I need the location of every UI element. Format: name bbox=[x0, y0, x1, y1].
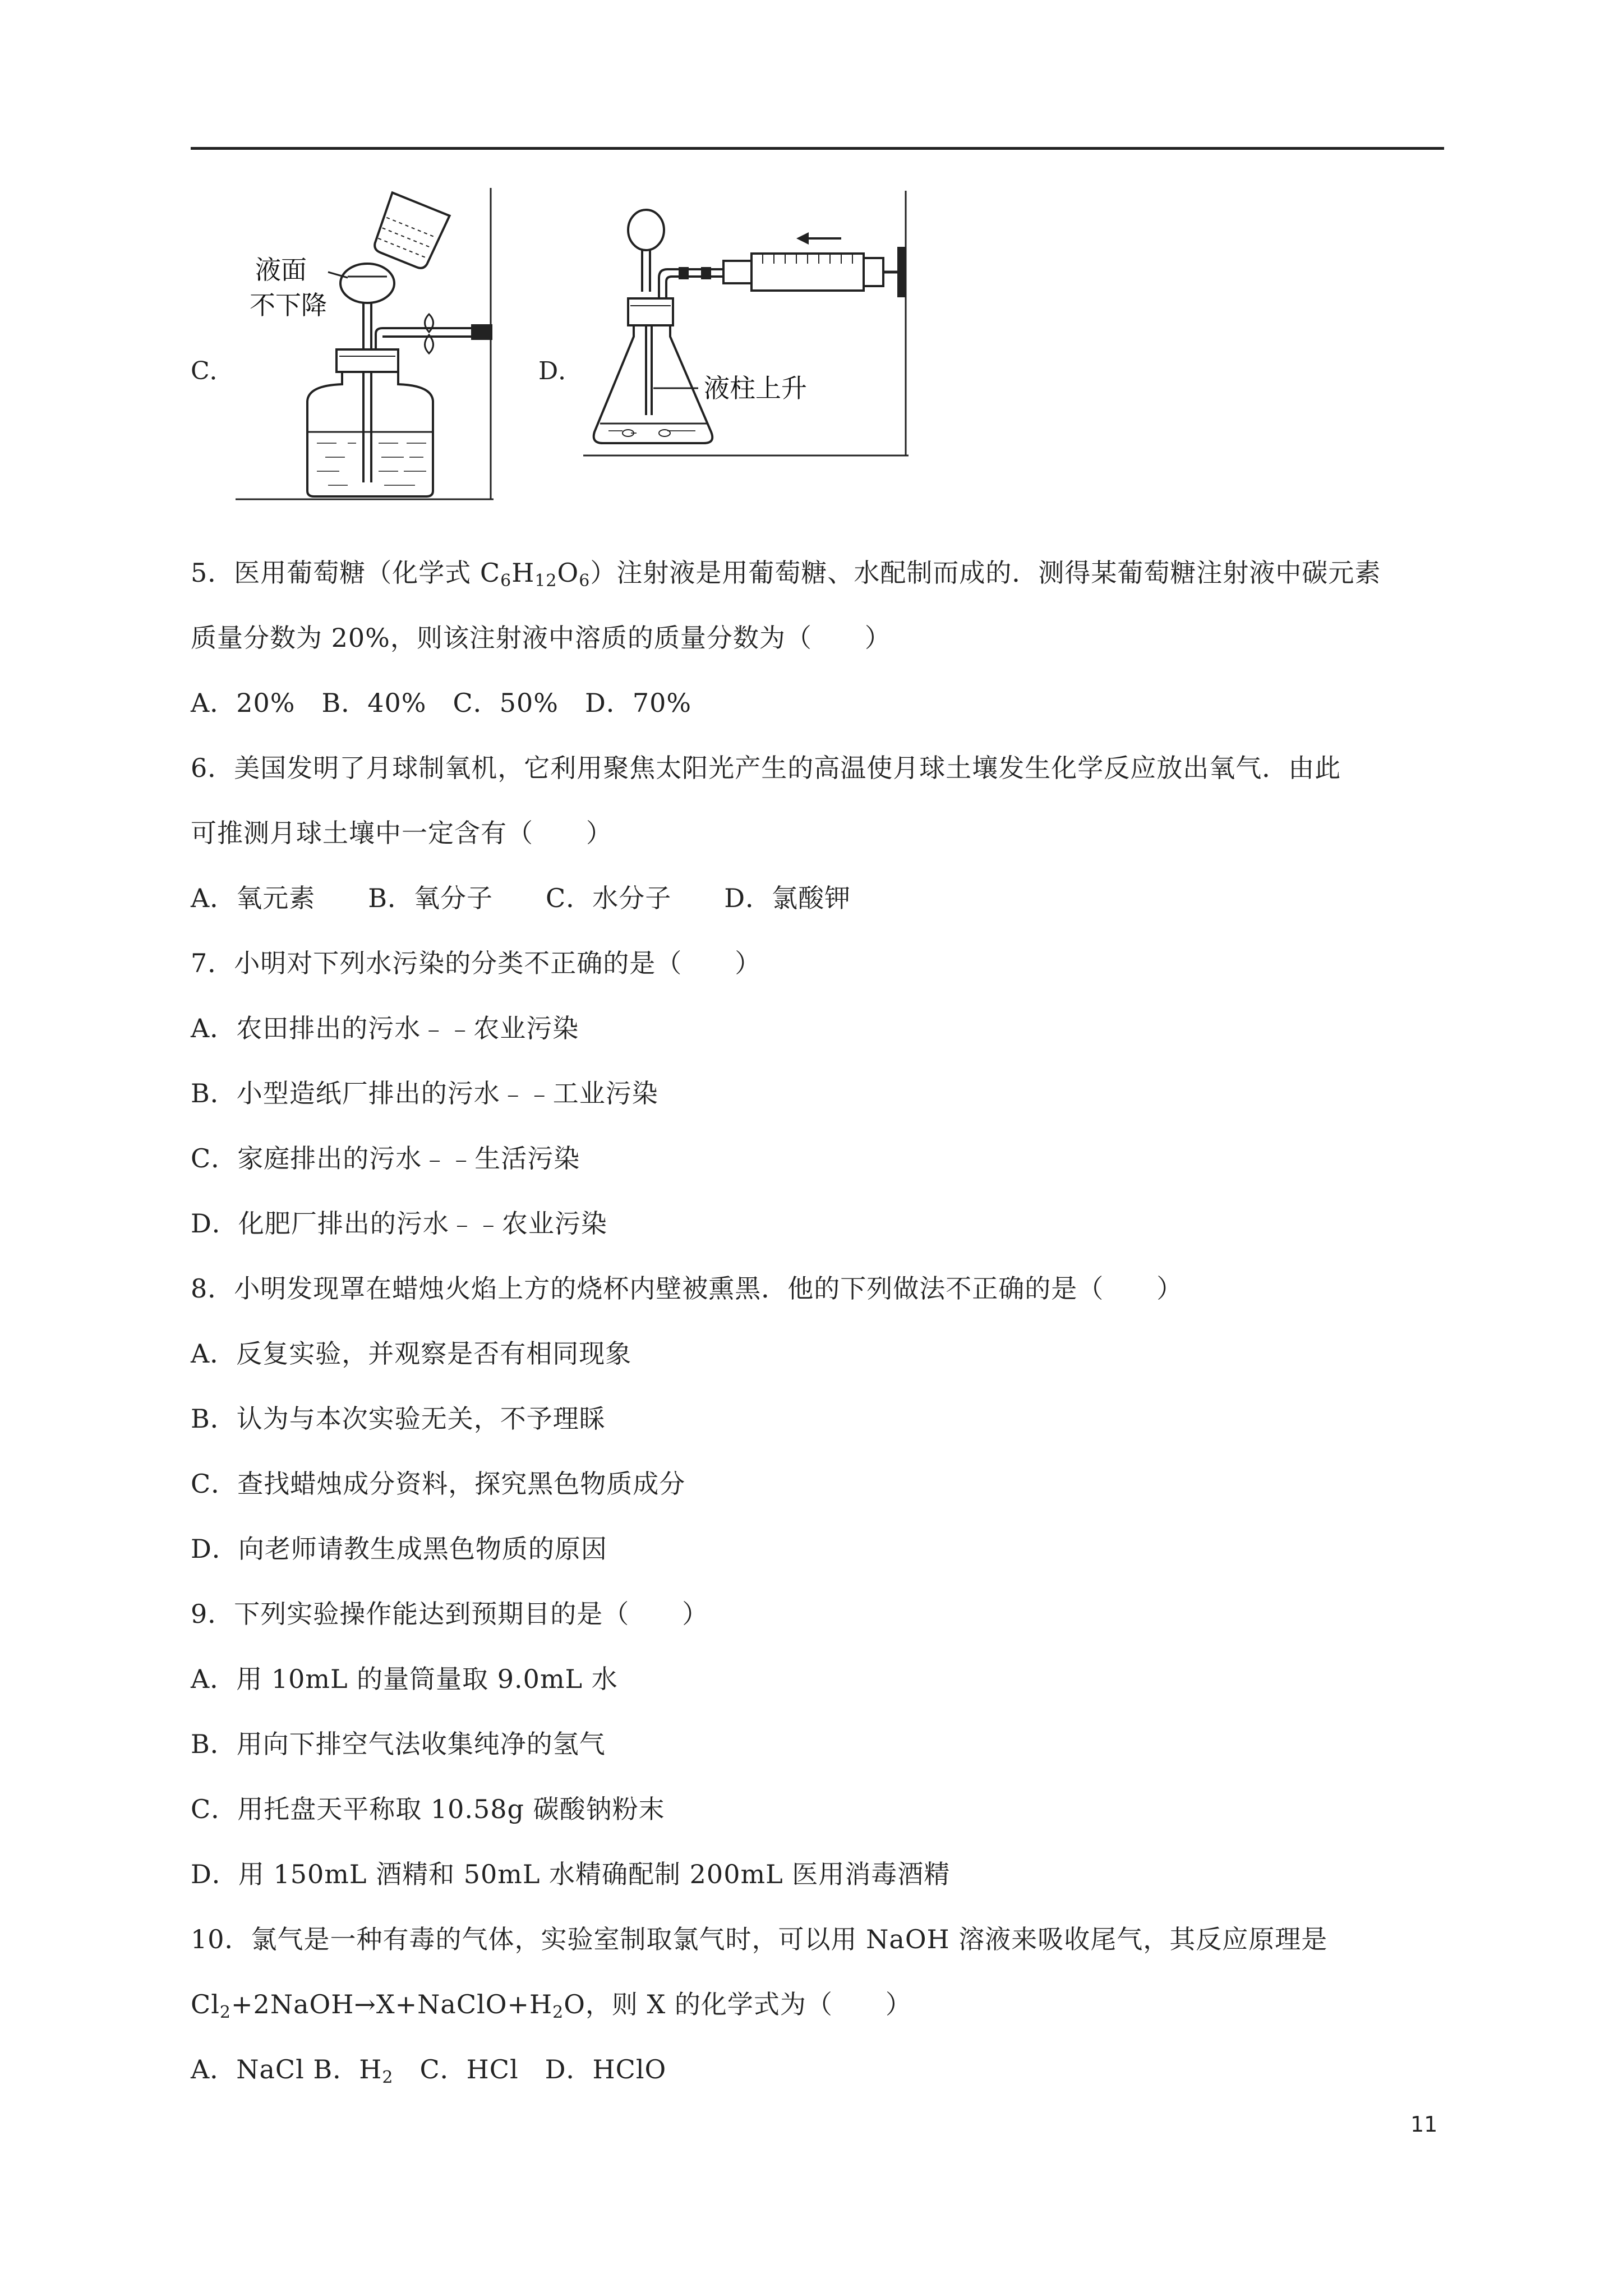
q7-stem: 7．小明对下列水污染的分类不正确的是（ ） bbox=[191, 948, 762, 978]
figure-c-annotation-2: 不下降 bbox=[250, 290, 327, 320]
q8-option-c: C．查找蜡烛成分资料，探究黑色物质成分 bbox=[191, 1469, 686, 1499]
q6-options: A．氧元素 B．氧分子 C．水分子 D．氯酸钾 bbox=[191, 883, 851, 913]
figure-c-annotation-1: 液面 bbox=[255, 255, 307, 285]
q8-option-d: D．向老师请教生成黑色物质的原因 bbox=[191, 1534, 607, 1564]
q5-stem-line-1: 5．医用葡萄糖（化学式 $C_6H_{12}O_6$）注射液是用葡萄糖、水配制而成的．测得某葡萄糖注射液中碳元素 bbox=[191, 558, 1381, 591]
figure-d-annotation: 液柱上升 bbox=[704, 373, 807, 403]
q9-stem: 9．下列实验操作能达到预期目的是（ ） bbox=[191, 1599, 709, 1629]
figure-d-label: D． bbox=[538, 357, 583, 385]
q9-option-b: B．用向下排空气法收集纯净的氢气 bbox=[191, 1729, 606, 1759]
q6-stem-line-2: 可推测月球土壤中一定含有（ ） bbox=[191, 818, 612, 848]
q5-options: A．20% B．40% C．50% D．70% bbox=[191, 688, 692, 718]
figure-c-apparatus bbox=[236, 188, 499, 502]
q7-option-c: C．家庭排出的污水﹣﹣生活污染 bbox=[191, 1143, 580, 1174]
page-number: 11 bbox=[1410, 2112, 1438, 2137]
q7-option-a: A．农田排出的污水﹣﹣农业污染 bbox=[191, 1013, 579, 1043]
q5-stem-line-2: 质量分数为 20%，则该注射液中溶质的质量分数为（ ） bbox=[191, 623, 891, 653]
q10-equation-line: $Cl_2+2NaOH\to X+NaClO+H_2O$，则 X 的化学式为（ ） bbox=[191, 1989, 912, 2022]
q10-stem-line-1: 10．氯气是一种有毒的气体，实验室制取氯气时，可以用 NaOH 溶液来吸收尾气，其反应原理是 bbox=[191, 1924, 1328, 1954]
q9-option-c: C．用托盘天平称取 10.58g 碳酸钠粉末 bbox=[191, 1794, 665, 1824]
q9-option-d: D．用 150mL 酒精和 50mL 水精确配制 200mL 医用消毒酒精 bbox=[191, 1859, 951, 1889]
q9-option-a: A．用 10mL 的量筒量取 9.0mL 水 bbox=[191, 1664, 618, 1694]
q8-option-b: B．认为与本次实验无关，不予理睬 bbox=[191, 1404, 606, 1434]
header-rule bbox=[191, 147, 1444, 150]
q8-stem: 8．小明发现罩在蜡烛火焰上方的烧杯内壁被熏黑．他的下列做法不正确的是（ ） bbox=[191, 1273, 1183, 1304]
q7-option-b: B．小型造纸厂排出的污水﹣﹣工业污染 bbox=[191, 1078, 658, 1108]
q7-option-d: D．化肥厂排出的污水﹣﹣农业污染 bbox=[191, 1208, 607, 1239]
q8-option-a: A．反复实验，并观察是否有相同现象 bbox=[191, 1338, 632, 1369]
figure-c-label: C． bbox=[191, 357, 234, 385]
q10-options: A．NaCl B．$H_2$ C．HCl D．HClO bbox=[191, 2054, 667, 2087]
q6-stem-line-1: 6．美国发明了月球制氧机，它利用聚焦太阳光产生的高温使月球土壤发生化学反应放出氧气．由此 bbox=[191, 753, 1341, 783]
figure-d-apparatus bbox=[583, 191, 914, 460]
